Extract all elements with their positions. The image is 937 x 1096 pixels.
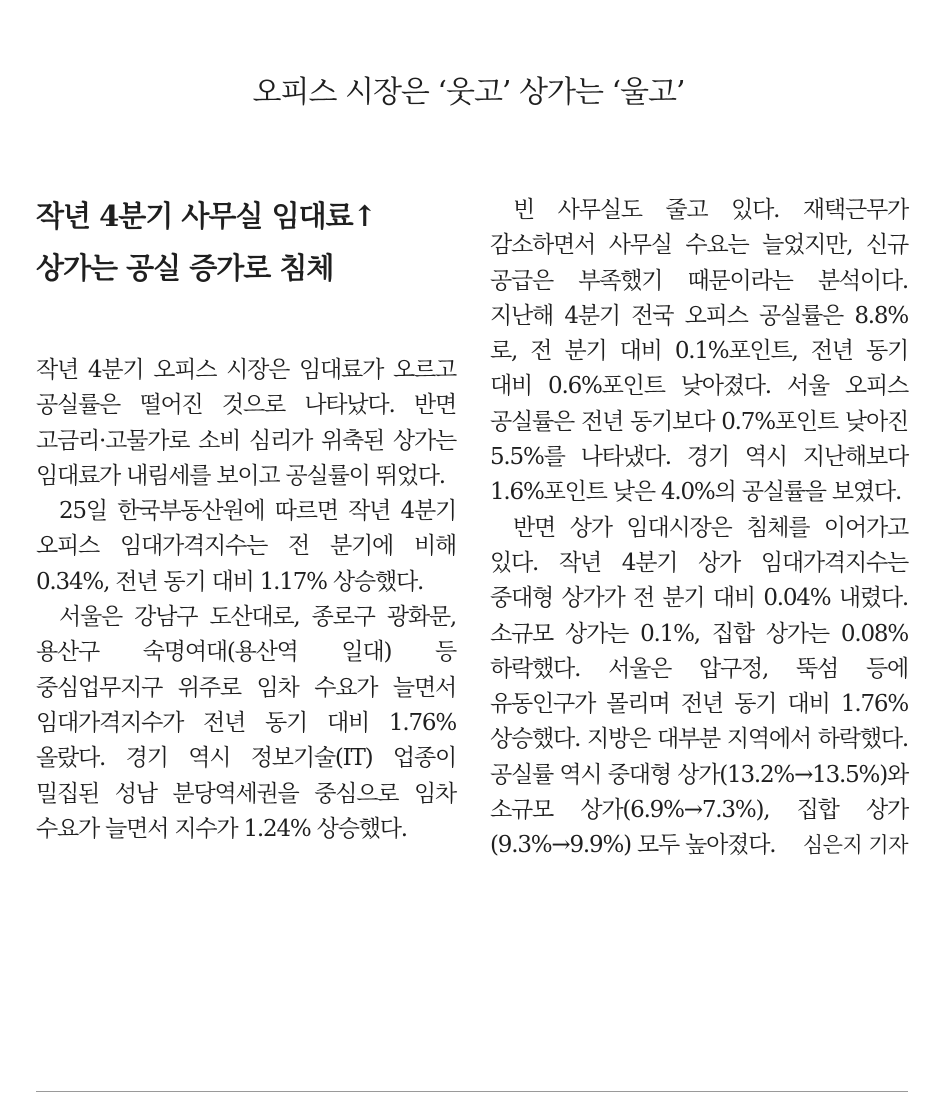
article-paragraph: 빈 사무실도 줄고 있다. 재택근무가 감소하면서 사무실 수요는 늘었지만, 신규 공급은 부족했기 때문이라는 분석이다. 지난해 4분기 전국 오피스 공실률은 8.8%로, 전 분기 대비 0.1%포인트, 전년 동기 대비 0.6%포인트 낮아졌다. 서울 오피스 공실률은 전년 동기보다 0.7%포인트 낮아진 5.5%를 나타냈다. 경기 역시 지난해보다 1.6%포인트 낮은 4.0%의 공실률을 보였다. bbox=[490, 197, 908, 506]
subheadline-line-2: 상가는 공실 증가로 침체 bbox=[36, 251, 334, 285]
article-paragraph-last bbox=[490, 511, 908, 864]
byline: 심은지 기자 bbox=[802, 833, 908, 858]
right-column-body bbox=[490, 193, 908, 864]
subheadline bbox=[36, 190, 456, 294]
article-paragraph: 서울은 강남구 도산대로, 종로구 광화문, 용산구 숙명여대(용산역 일대) 등 중심업무지구 위주로 임차 수요가 늘면서 임대가격지수가 전년 동기 대비 1.76% 올랐다. 경기 역시 정보기술(IT) 업종이 밀집된 성남 분당역세권을 중심으로 임차 수요가 늘면서 지수가 1.24% 상승했다. bbox=[36, 604, 456, 842]
article-paragraph: 25일 한국부동산원에 따르면 작년 4분기 오피스 임대가격지수는 전 분기에 비해 0.34%, 전년 동기 대비 1.17% 상승했다. bbox=[36, 498, 456, 595]
bottom-divider bbox=[36, 1091, 908, 1092]
article-paragraph-text: 반면 상가 임대시장은 침체를 이어가고 있다. 작년 4분기 상가 임대가격지수는 중대형 상가가 전 분기 대비 0.04% 내렸다. 소규모 상가는 0.1%, 집합 상가는 0.08% 하락했다. 서울은 압구정, 뚝섬 등에 유동인구가 몰리며 전년 동기 대비 1.76% 상승했다. 지방은 대부분 지역에서 하락했다. 공실률 역시 중대형 상가(13.2%→13.5%)와 소규모 상가(6.9%→7.3%), 집합 상가(9.3%→9.9%) 모두 높아졌다. bbox=[490, 514, 908, 859]
article-paragraph: 작년 4분기 오피스 시장은 임대료가 오르고 공실률은 떨어진 것으로 나타났다. 반면 고금리·고물가로 소비 심리가 위축된 상가는 임대료가 내림세를 보이고 공실률이 뛰었다. bbox=[36, 357, 456, 489]
left-column-body bbox=[36, 353, 456, 847]
subheadline-line-1: 작년 4분기 사무실 임대료↑ bbox=[36, 199, 376, 233]
headline: 오피스 시장은 ‘웃고’ 상가는 ‘울고’ bbox=[252, 75, 685, 110]
